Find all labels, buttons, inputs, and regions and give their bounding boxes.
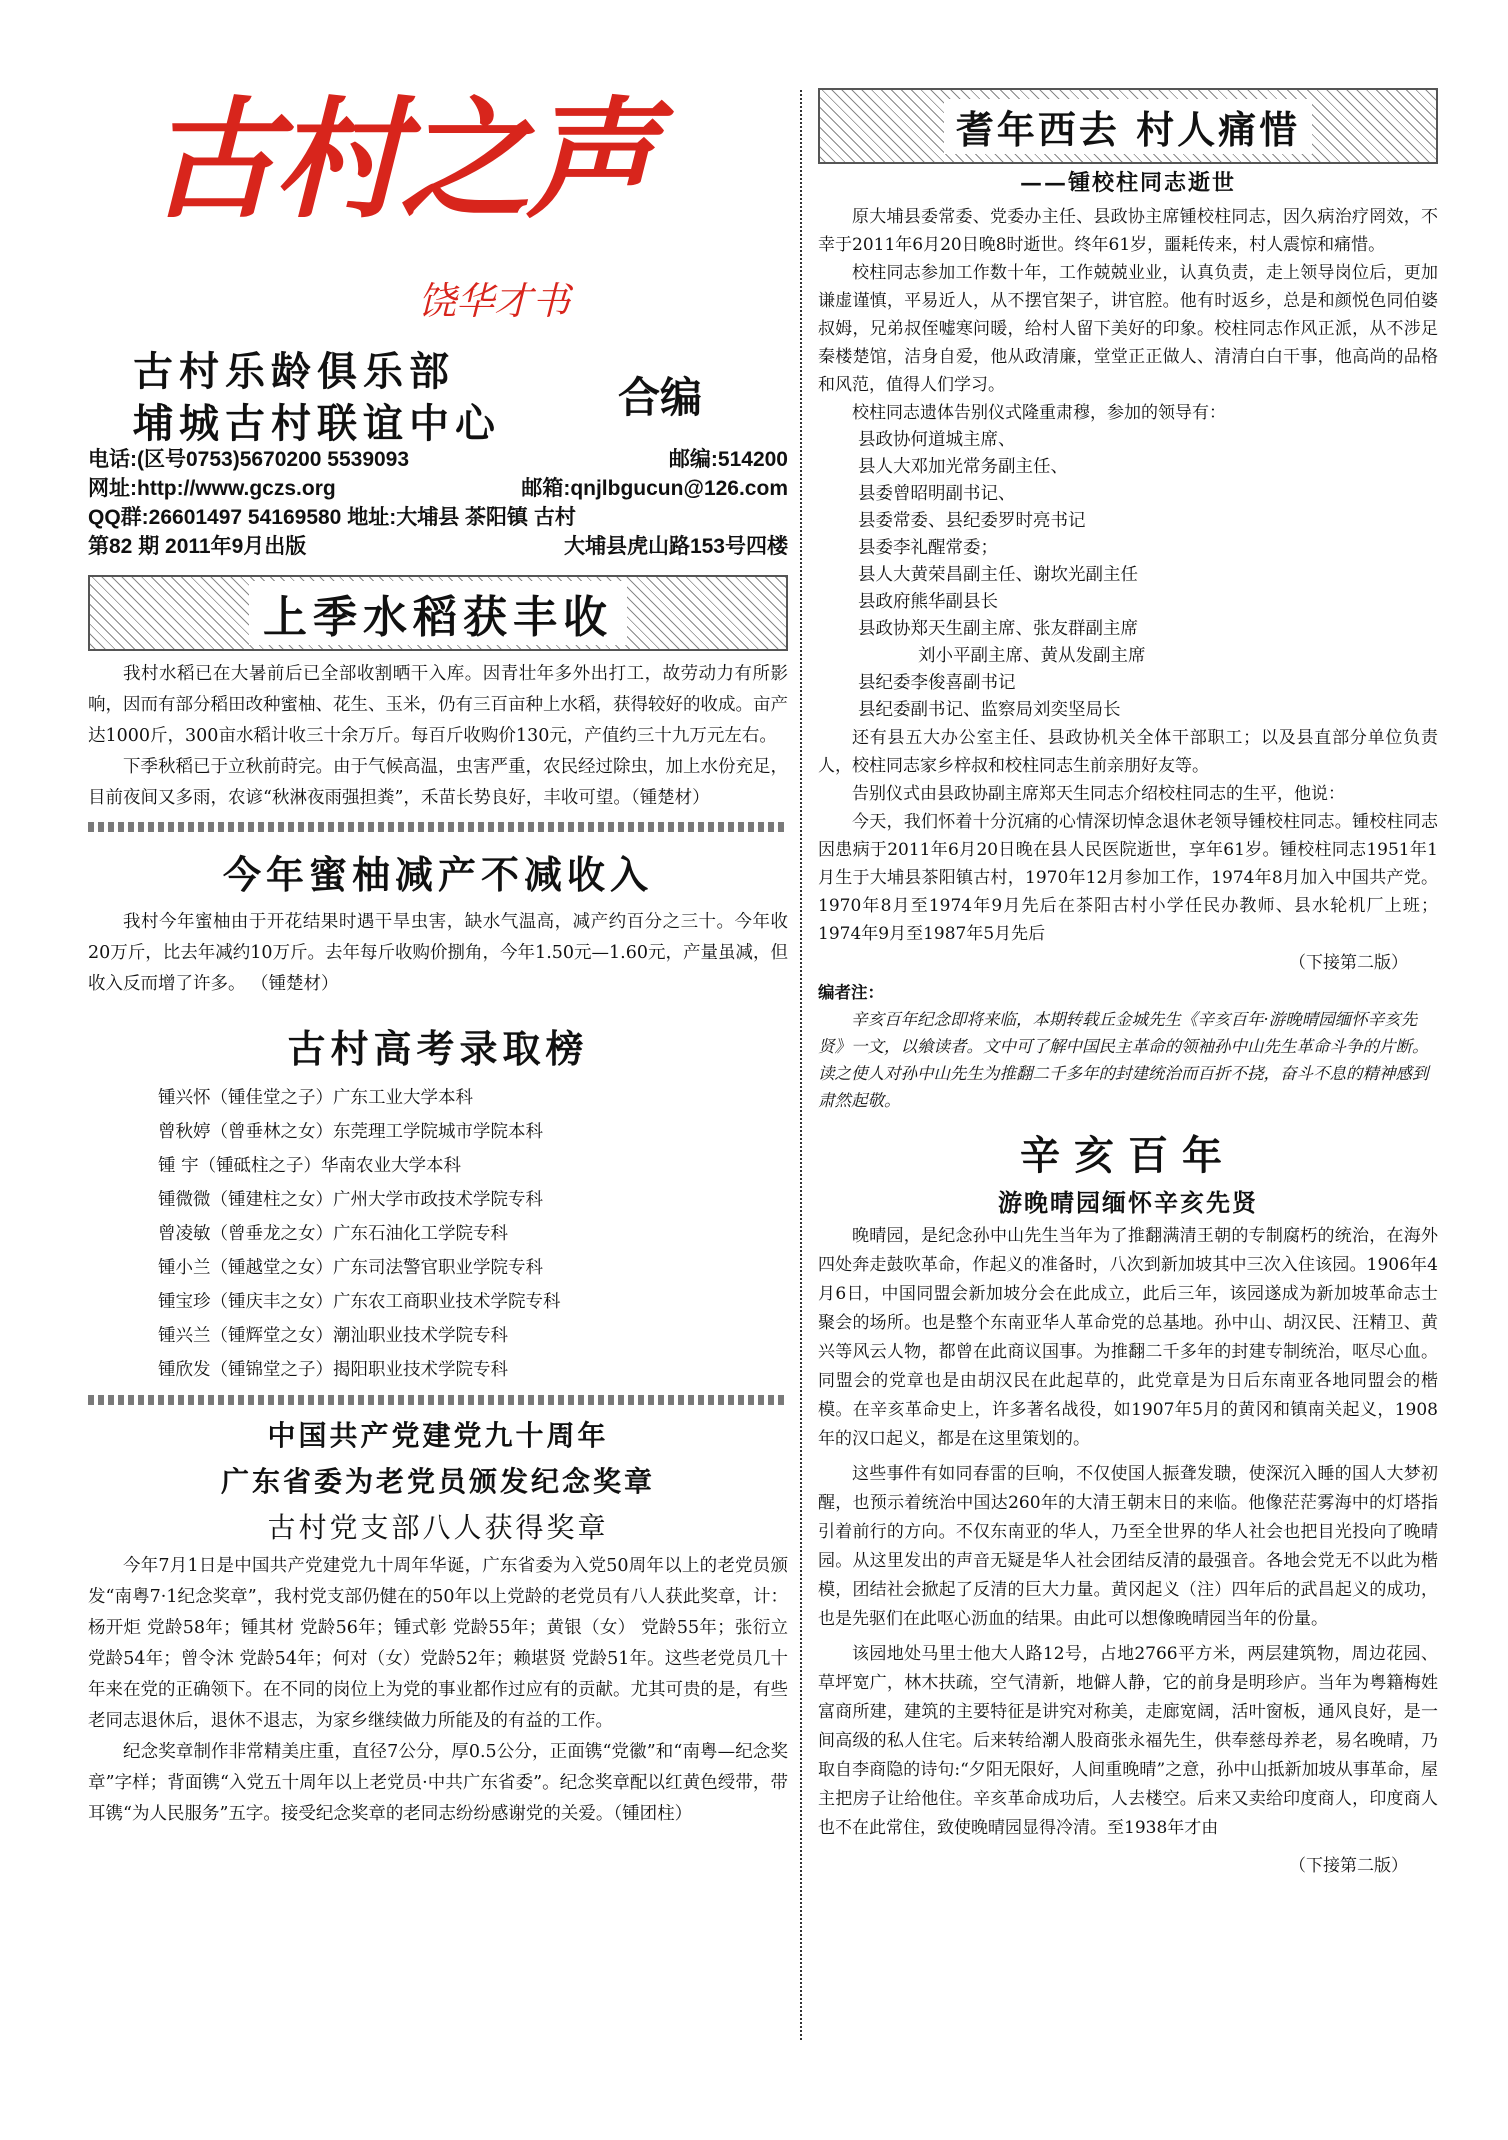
xinhai-paragraph-3: 该园地处马里士他大人路12号，占地2766平方米，两层建筑物，周边花园、草坪宽广，林木扶疏，空气清新，地僻人静，它的前身是明珍庐。当年为粤籍梅姓富商所建，建筑的主要特征是讲究对称美，走廊宽阔，活叶窗板，通风良好，是一间高级的私人住宅。后来转给潮人股商张永福先生，供奉慈母养老，易名晚晴，乃取自李商隐的诗句:“夕阳无限好，人间重晚晴”之意，孙中山抵新加坡从事革命，屋主把房子让给他住。辛亥革命成功后，人去楼空。后来又卖给印度商人，印度商人也不在此常住，致使晚晴园显得冷清。至1938年才由	[818, 1644, 1438, 1838]
phone: 电话:(区号0753)5670200 5539093	[88, 448, 410, 471]
issue-info: 第82 期 2011年9月出版	[88, 535, 307, 558]
postcode: 邮编:514200	[668, 448, 788, 471]
rice-banner	[88, 575, 788, 651]
xinhai-paragraph-1: 晚晴园，是纪念孙中山先生当年为了推翻满清王朝的专制腐朽的统治，在海外四处奔走鼓吹革命，作起义的准备时，八次到新加坡其中三次入住该园。1906年4月6日，中国同盟会新加坡分会在此成立，此后三年，该园遂成为新加坡革命志士聚会的场所。也是整个东南亚华人革命党的总基地。孙中山、胡汉民、汪精卫、黄兴等风云人物，都曾在此商议国事。为推翻二千多年的封建专制统治，呕尽心血。同盟会的党章也是由胡汉民在此起草的，此党章是为日后东南亚各地同盟会的楷模。在辛亥革命史上，许多著名战役，如1907年5月的黄冈和镇南关起义，1908年的汉口起义，都是在这里策划的。	[818, 1226, 1438, 1449]
exam-title: 古村高考录取榜	[287, 1027, 589, 1071]
xinhai-title: 辛亥百年	[1020, 1133, 1236, 1179]
list-item: 锺兴怀（锺佳堂之子）广东工业大学本科	[158, 1088, 473, 1108]
list-item: 县纪委副书记、监察局刘奕坚局长	[858, 700, 1121, 720]
rice-paragraph-2: 下季秋稻已于立秋前莳完。由于气候高温，虫害严重，农民经过除虫，加上水份充足，目前夜间又多雨，农谚“秋淋夜雨强担粪”，禾苗长势良好，丰收可望。（锺楚材）	[88, 757, 788, 808]
left-column	[88, 83, 788, 1830]
obituary-subtitle: ——锺校柱同志逝世	[1019, 170, 1236, 196]
editor-note-label: 编者注：	[818, 983, 884, 1002]
rice-paragraph-1: 我村水稻已在大暑前后已全部收割晒干入库。因青壮年多外出打工，故劳动力有所影响，因而有部分稻田改种蜜柚、花生、玉米，仍有三百亩种上水稻，获得较好的收成。亩产达1000斤，300亩水稻计收三十余万斤。每百斤收购价130元，产值约三十九万元左右。	[88, 664, 788, 746]
publisher-line-2: 埔城古村联谊中心	[133, 401, 501, 447]
continued-note: （下接第二版）	[1289, 1856, 1408, 1876]
party-heading-3: 古村党支部八人获得奖章	[267, 1511, 609, 1544]
list-item: 锺宝珍（锺庆丰之女）广东农工商职业技术学院专科	[158, 1292, 561, 1312]
masthead	[88, 83, 788, 335]
continued-note: （下接第二版）	[1289, 953, 1408, 973]
list-item: 锺兴兰（锺辉堂之女）潮汕职业技术学院专科	[158, 1326, 508, 1346]
party-paragraph-2: 纪念奖章制作非常精美庄重，直径7公分，厚0.5公分，正面镌“党徽”和“南粤—纪念奖章”字样；背面镌“入党五十周年以上老党员·中共广东省委”。纪念奖章配以红黄色绶带，带耳镌“为人民服务”五字。接受纪念奖章的老同志纷纷感谢党的关爱。（锺团柱）	[88, 1742, 788, 1824]
rice-title: 上季水稻获丰收	[249, 581, 627, 645]
obituary-paragraph-4: 还有县五大办公室主任、县政协机关全体干部职工；以及县直部分单位负责人，校柱同志家乡梓叔和校柱同志生前亲朋好友等。	[818, 728, 1438, 776]
xinhai-paragraph-2: 这些事件有如同春雷的巨响，不仅使国人振聋发聩，使深沉入睡的国人大梦初醒，也预示着统治中国达260年的大清王朝末日的来临。他像茫茫雾海中的灯塔指引着前行的方向。不仅东南亚的华人，乃至全世界的华人社会也把目光投向了晚晴园。从这里发出的声音无疑是华人社会团结反清的最强音。各地会党无不以此为楷模，团结社会掀起了反清的巨大力量。黄冈起义（注）四年后的武昌起义的成功，也是先驱们在此呕心沥血的结果。由此可以想像晚晴园当年的份量。	[818, 1464, 1438, 1629]
leaders-list	[818, 427, 1438, 724]
column-divider	[800, 90, 802, 2040]
list-item: 县政府熊华副县长	[858, 592, 998, 612]
list-item: 县政协郑天生副主席、张友群副主席	[858, 619, 1138, 639]
list-item: 锺 宇（锺砥柱之子）华南农业大学本科	[158, 1156, 462, 1176]
editor-note-text: 辛亥百年纪念即将来临，本期转载丘金城先生《辛亥百年·游晚晴园缅怀辛亥先贤》一文，以飨读者。文中可了解中国民主革命的领袖孙中山先生革命斗争的片断。读之使人对孙中山先生为推翻二千多年的封建统治而百折不挠，奋斗不息的精神感到肃然起敬。	[818, 1010, 1429, 1110]
section-divider	[88, 822, 788, 832]
party-heading	[88, 1413, 788, 1551]
obituary-paragraph-5: 告别仪式由县政协副主席郑天生同志介绍校柱同志的生平，他说：	[852, 784, 1345, 804]
publisher-block	[88, 340, 788, 445]
email-link[interactable]: 邮箱:qnjlbgucun@126.com	[521, 477, 788, 500]
exam-list	[88, 1081, 788, 1387]
right-column	[818, 88, 1438, 1876]
obituary-title: 耆年西去 村人痛惜	[944, 99, 1312, 154]
list-item: 刘小平副主席、黄从发副主席	[918, 646, 1146, 666]
section-divider	[88, 1395, 788, 1405]
obituary-paragraph-2: 校柱同志参加工作数十年，工作兢兢业业，认真负责，走上领导岗位后，更加谦虚谨慎，平易近人，从不摆官架子，讲官腔。他有时返乡，总是和颜悦色同伯婆叔姆，兄弟叔侄嘘寒问暖，给村人留下美好的印象。校柱同志作风正派，从不涉足秦楼楚馆，洁身自爱，他从政清廉，堂堂正正做人、清清白白干事，他高尚的品格和风范，值得人们学习。	[818, 263, 1438, 395]
xinhai-subtitle: 游晚晴园缅怀辛亥先贤	[998, 1188, 1258, 1217]
obituary-paragraph-1: 原大埔县委常委、党委办主任、县政协主席锺校柱同志，因久病治疗罔效，不幸于2011年6月20日晚8时逝世。终年61岁，噩耗传来，村人震惊和痛惜。	[818, 207, 1438, 255]
obituary-banner	[818, 88, 1438, 164]
editor-note	[818, 979, 1438, 1114]
list-item: 县委曾昭明副书记、	[858, 484, 1016, 504]
newspaper-logo: 古村之声	[148, 83, 653, 236]
list-item: 县政协何道城主席、	[858, 430, 1016, 450]
list-item: 县纪委李俊喜副书记	[858, 673, 1016, 693]
publisher-joint: 合编	[618, 373, 703, 422]
list-item: 曾凌敏（曾垂龙之女）广东石油化工学院专科	[158, 1224, 508, 1244]
list-item: 县人大黄荣昌副主任、谢坎光副主任	[858, 565, 1138, 585]
website-link[interactable]: 网址:http://www.gczs.org	[88, 477, 336, 500]
calligrapher-signature: 饶华才书	[418, 279, 571, 323]
pomelo-paragraph: 我村今年蜜柚由于开花结果时遇干旱虫害，缺水气温高，减产约百分之三十。今年收20万斤，比去年减约10万斤。去年每斤收购价捌角，今年1.50元—1.60元，产量虽减，但收入反而增了许多。 （锺楚材）	[88, 912, 788, 994]
party-heading-1: 中国共产党建党九十周年	[267, 1419, 609, 1452]
list-item: 曾秋婷（曾垂林之女）东莞理工学院城市学院本科	[158, 1122, 543, 1142]
list-item: 县人大邓加光常务副主任、	[858, 457, 1068, 477]
list-item: 县委李礼醒常委；	[858, 538, 998, 558]
publisher-line-1: 古村乐龄俱乐部	[133, 349, 455, 395]
list-item: 锺小兰（锺越堂之女）广东司法警官职业学院专科	[158, 1258, 543, 1278]
contact-info	[88, 445, 788, 561]
obituary-paragraph-3: 校柱同志遗体告别仪式隆重肃穆，参加的领导有：	[852, 403, 1226, 423]
party-paragraph-1: 今年7月1日是中国共产党建党九十周年华诞，广东省委为入党50周年以上的老党员颁发“南粤7·1纪念奖章”，我村党支部仍健在的50年以上党龄的老党员有八人获此奖章，计：杨开炬 党龄58年；锺其材 党龄56年；锺式彰 党龄55年；黄银（女） 党龄55年；张衍立 党龄54年；曾令沐 党龄54年；何对（女）党龄52年；赖堪贤 党龄51年。这些老党员几十年来在党的正确领下。在不同的岗位上为党的事业都作过应有的贡献。尤其可贵的是，有些老同志退休后，退休不退志，为家乡继续做力所能及的有益的工作。	[88, 1556, 788, 1731]
address-line-2: 大埔县虎山路153号四楼	[563, 535, 788, 558]
party-heading-2: 广东省委为老党员颁发纪念奖章	[220, 1465, 655, 1498]
list-item: 锺微微（锺建柱之女）广州大学市政技术学院专科	[158, 1190, 543, 1210]
obituary-paragraph-6: 今天，我们怀着十分沉痛的心情深切悼念退休老领导锺校柱同志。锺校柱同志因患病于2011年6月20日晚在县人民医院逝世，享年61岁。锺校柱同志1951年1月生于大埔县茶阳镇古村，1970年12月参加工作，1974年8月加入中国共产党。1970年8月至1974年9月先后在茶阳古村小学任民办教师、县水轮机厂上班；1974年9月至1987年5月先后	[818, 812, 1438, 944]
pomelo-title: 今年蜜柚减产不减收入	[222, 853, 653, 897]
qq-address: QQ群:26601497 54169580 地址:大埔县 茶阳镇 古村	[88, 506, 576, 529]
list-item: 县委常委、县纪委罗时亮书记	[858, 511, 1086, 531]
list-item: 锺欣发（锺锦堂之子）揭阳职业技术学院专科	[158, 1360, 508, 1380]
